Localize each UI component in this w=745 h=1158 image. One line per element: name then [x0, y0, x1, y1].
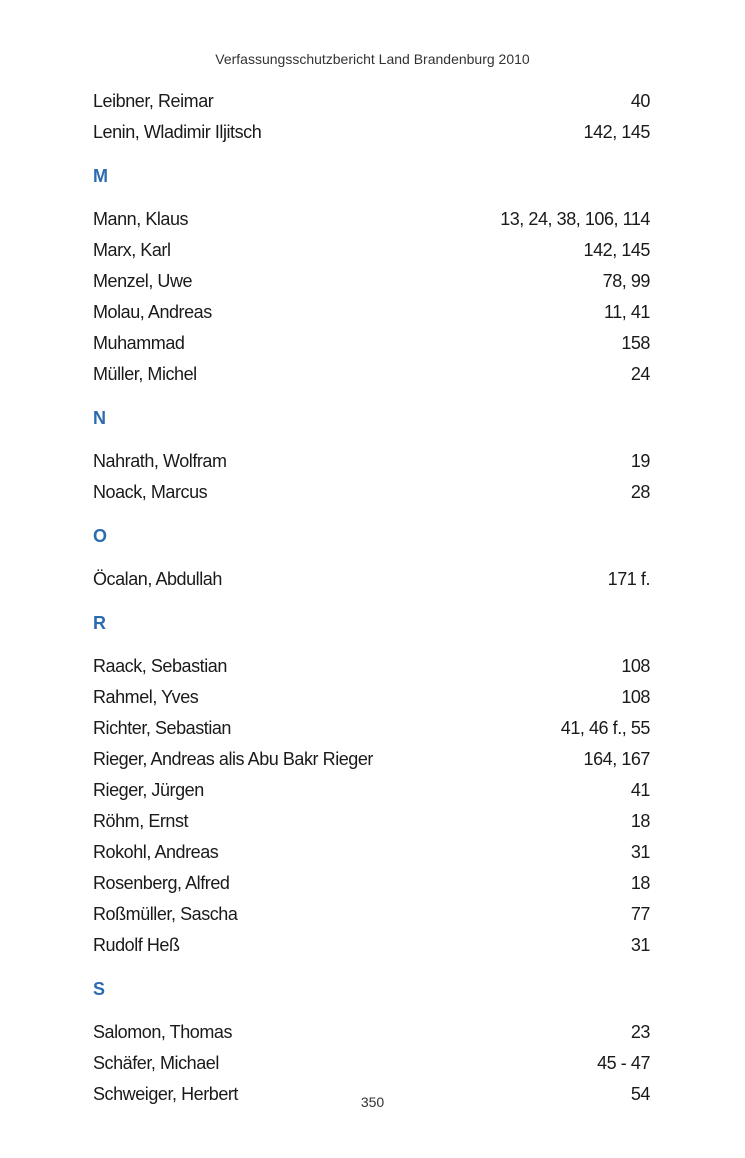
name-index	[93, 86, 650, 1110]
entry-name: Schweiger, Herbert	[93, 1084, 238, 1104]
entry-name: Roßmüller, Sascha	[93, 904, 238, 924]
section-letter: O	[93, 526, 108, 546]
entry-pages: 142, 145	[583, 240, 650, 260]
entry-pages: 23	[630, 1022, 650, 1042]
running-header: Verfassungsschutzbericht Land Brandenburg 2010	[215, 51, 530, 67]
section-letter: S	[93, 979, 106, 999]
section-letter: R	[93, 613, 106, 633]
entry-pages: 164, 167	[583, 749, 650, 769]
entry-name: Rudolf Heß	[93, 935, 180, 955]
index-entry	[93, 868, 650, 899]
page-number: 350	[360, 1094, 385, 1110]
entry-pages: 78, 99	[602, 271, 650, 291]
index-entry	[93, 713, 650, 744]
entry-pages: 41, 46 f., 55	[560, 718, 650, 738]
index-entry	[93, 266, 650, 297]
index-entry	[93, 204, 650, 235]
entry-pages: 31	[630, 842, 650, 862]
entry-name: Röhm, Ernst	[93, 811, 189, 831]
index-entry	[93, 744, 650, 775]
entry-pages: 171 f.	[607, 569, 650, 589]
entry-pages: 54	[630, 1084, 650, 1104]
index-entry	[93, 837, 650, 868]
index-entry	[93, 930, 650, 961]
index-entry	[93, 328, 650, 359]
entry-name: Rosenberg, Alfred	[93, 873, 230, 893]
entry-name: Leibner, Reimar	[93, 91, 214, 111]
index-entry	[93, 235, 650, 266]
entry-pages: 18	[630, 811, 650, 831]
entry-name: Salomon, Thomas	[93, 1022, 232, 1042]
section-letter: N	[93, 408, 106, 428]
entry-name: Muhammad	[93, 333, 185, 353]
index-entry	[93, 359, 650, 390]
entry-name: Mann, Klaus	[93, 209, 189, 229]
index-entry	[93, 297, 650, 328]
index-entry	[93, 564, 650, 595]
entry-name: Öcalan, Abdullah	[93, 569, 222, 589]
entry-name: Richter, Sebastian	[93, 718, 231, 738]
entry-pages: 108	[621, 687, 650, 707]
entry-name: Raack, Sebastian	[93, 656, 227, 676]
index-entry	[93, 806, 650, 837]
entry-name: Noack, Marcus	[93, 482, 208, 502]
entry-name: Molau, Andreas	[93, 302, 212, 322]
entry-pages: 40	[630, 91, 650, 111]
entry-name: Müller, Michel	[93, 364, 197, 384]
entry-pages: 19	[630, 451, 650, 471]
entry-name: Schäfer, Michael	[93, 1053, 219, 1073]
index-entry	[93, 899, 650, 930]
entry-name: Nahrath, Wolfram	[93, 451, 227, 471]
index-entry	[93, 446, 650, 477]
index-entry	[93, 682, 650, 713]
index-entry	[93, 477, 650, 508]
index-entry	[93, 117, 650, 148]
entry-pages: 18	[630, 873, 650, 893]
entry-pages: 158	[621, 333, 650, 353]
entry-pages: 45 - 47	[597, 1053, 650, 1073]
entry-pages: 11, 41	[603, 302, 650, 322]
entry-pages: 108	[621, 656, 650, 676]
entry-pages: 24	[630, 364, 650, 384]
entry-pages: 142, 145	[583, 122, 650, 142]
index-entry	[93, 775, 650, 806]
index-entry	[93, 1048, 650, 1079]
section-letter: M	[93, 166, 108, 186]
entry-name: Rieger, Jürgen	[93, 780, 204, 800]
entry-pages: 41	[630, 780, 650, 800]
index-entry	[93, 651, 650, 682]
entry-pages: 77	[630, 904, 650, 924]
entry-name: Rieger, Andreas alis Abu Bakr Rieger	[93, 749, 373, 769]
entry-pages: 28	[630, 482, 650, 502]
entry-name: Lenin, Wladimir Iljitsch	[93, 122, 262, 142]
entry-name: Rokohl, Andreas	[93, 842, 219, 862]
entry-name: Menzel, Uwe	[93, 271, 193, 291]
entry-name: Rahmel, Yves	[93, 687, 199, 707]
entry-pages: 31	[630, 935, 650, 955]
index-entry	[93, 1017, 650, 1048]
entry-pages: 13, 24, 38, 106, 114	[500, 209, 650, 229]
index-entry	[93, 86, 650, 117]
entry-name: Marx, Karl	[93, 240, 171, 260]
